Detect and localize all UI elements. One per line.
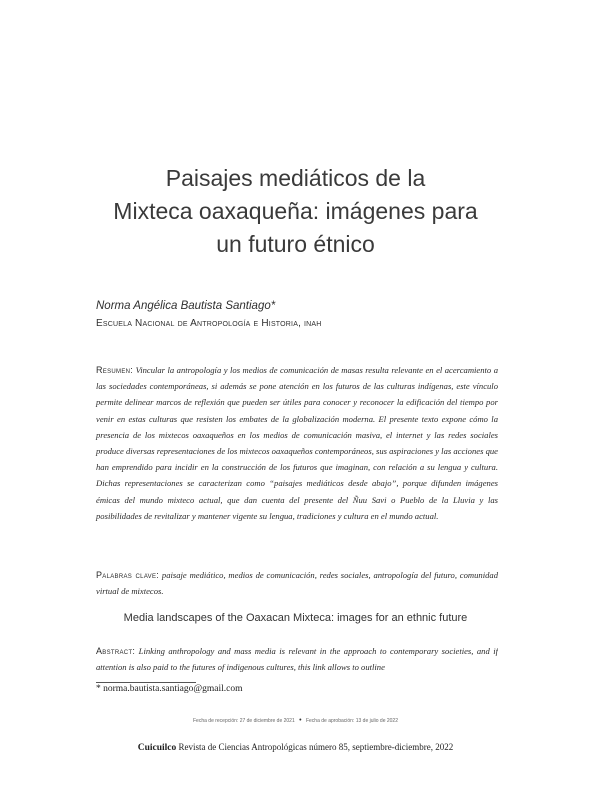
abstract-text: Vincular la antropología y los medios de comunicación de masas resulta relevante en el acercamiento a las sociedades contemporáneas, si además se pone atención en los futuros de las culturas indígenas, este vínculo permite delinear marcos de reflexión que pueden ser útiles para conocer y reconocer la edificación del tiempo por venir en estas culturas que resisten los embates de la globalización moderna. El presente texto expone cómo la presencia de los mixtecos oaxaqueños en los medios de comunicación masiva, el internet y las redes sociales produce diversas representaciones de los mixtecos oaxaqueños contemporáneos, sus aspiraciones y las acciones que han emprendido para incidir en la construcción de los futuros que imaginan, con relación a su lengua y cultura. Dichas representaciones se caracterizan como “paisajes mediáticos desde abajo”, porque difunden imágenes émicas del mundo mixteco actual, que dan cuenta del presente del Ñuu Savi o Pueblo de la Lluvia y las posibilidades de revitalizar y mantener vigente su lengua, tradiciones y cultura en el mundo actual. (96, 365, 499, 521)
journal-footer (0, 742, 591, 753)
keywords (96, 567, 498, 599)
english-abstract-label: Abstract: (96, 646, 136, 656)
english-abstract-text: Linking anthropology and mass media is relevant in the approach to contemporary societies, and if attention is also paid to the futures of indigenous cultures, this link allows to outline (96, 646, 498, 672)
received-date: Fecha de recepción: 27 de diciembre de 2021 (193, 718, 295, 724)
abstract-es (96, 362, 498, 524)
title-line: Mixteca oaxaqueña: imágenes para (113, 198, 478, 224)
accepted-date: Fecha de aprobación: 13 de julio de 2022 (305, 718, 398, 724)
bullet-separator-icon: • (299, 717, 302, 724)
journal-subtitle: Revista de Ciencias Antropológicas (178, 742, 307, 752)
author-affiliation: Escuela Nacional de Antropología e Historia, inah (96, 318, 322, 329)
article-title (40, 162, 551, 261)
author-name: Norma Angélica Bautista Santiago* (96, 300, 276, 312)
keywords-text: paisaje mediático, medios de comunicación, redes sociales, antropología del futuro, comunidad virtual de mixtecos. (96, 570, 498, 596)
journal-name: Cuicuilco (137, 743, 177, 753)
journal-issue: número 85, septiembre-diciembre, 2022 (309, 742, 454, 752)
title-line: Paisajes mediáticos de la (165, 165, 426, 191)
abstract-en (96, 643, 498, 675)
english-title: Media landscapes of the Oaxacan Mixteca: images for an ethnic future (123, 612, 468, 624)
title-line: un futuro étnico (216, 231, 375, 257)
footnote-divider (96, 682, 196, 683)
submission-dates (0, 717, 591, 724)
author-email-footnote: * norma.bautista.santiago@gmail.com (96, 684, 243, 694)
abstract-label: Resumen: (96, 365, 134, 375)
keywords-label: Palabras clave: (96, 570, 160, 580)
